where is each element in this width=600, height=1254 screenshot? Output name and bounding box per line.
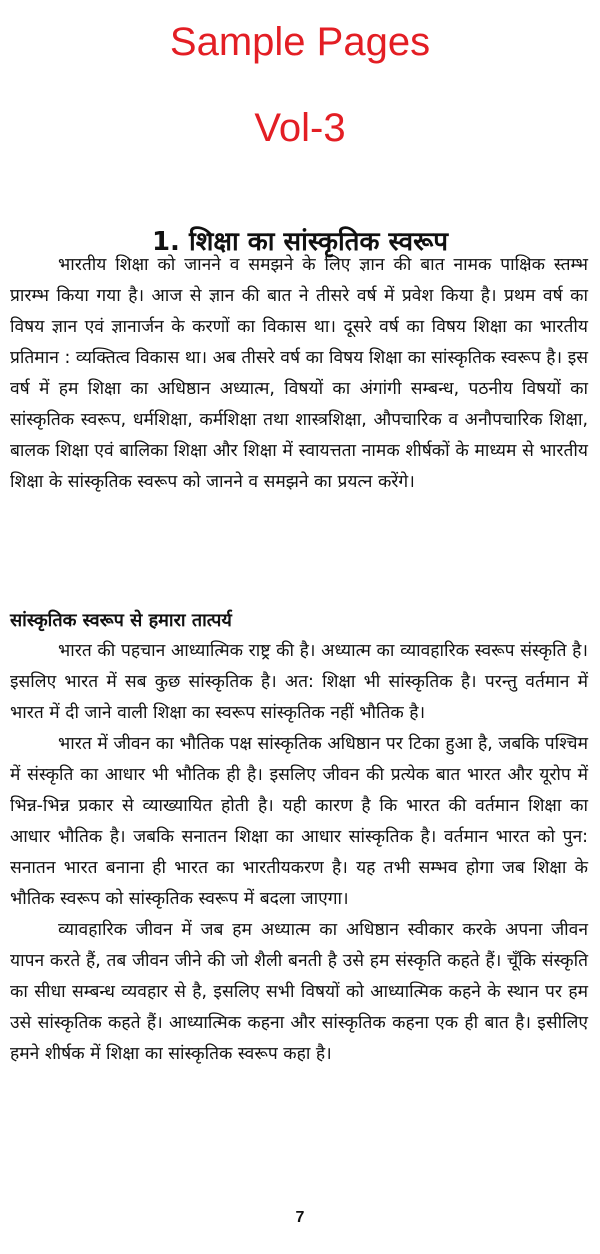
chapter-title: 1. शिक्षा का सांस्कृतिक स्वरूप: [151, 227, 449, 257]
section-heading: सांस्कृतिक स्वरूप से हमारा तात्पर्य: [10, 610, 232, 631]
volume-banner: Vol-3: [254, 106, 346, 150]
sample-pages-banner: Sample Pages: [169, 20, 431, 64]
section-paragraph-1: भारत की पहचान आध्यात्मिक राष्ट्र की है। अध्यात्म का व्यावहारिक स्वरूप संस्कृति है। इसलिए भारत में सब कुछ सांस्कृतिक है। अत: शिक्षा भी सांस्कृतिक है। परन्तु वर्तमान में भारत में दी जाने वाली शिक्षा का स्वरूप सांस्कृतिक नहीं भौतिक है।: [10, 641, 588, 723]
page-number: 7: [295, 1209, 305, 1226]
intro-text: [10, 250, 588, 498]
section-text: [10, 636, 588, 1070]
section-paragraph-3: व्यावहारिक जीवन में जब हम अध्यात्म का अधिष्ठान स्वीकार करके अपना जीवन यापन करते हैं, तब जीवन जीने की जो शैली बनती है उसे हम संस्कृति कहते हैं। चूँकि संस्कृति का सीधा सम्बन्ध व्यवहार से है, इसलिए सभी विषयों को आध्यात्मिक कहने के स्थान पर हम उसे सांस्कृतिक कहते हैं। आध्यात्मिक कहना और सांस्कृतिक कहना एक ही बात है। इसीलिए हमने शीर्षक में शिक्षा का सांस्कृतिक स्वरूप कहा है।: [10, 920, 588, 1064]
section-paragraph-2: भारत में जीवन का भौतिक पक्ष सांस्कृतिक अधिष्ठान पर टिका हुआ है, जबकि पश्चिम में संस्कृति का आधार भी भौतिक ही है। इसलिए जीवन की प्रत्येक बात भारत और यूरोप में भिन्न-भिन्न प्रकार से व्याख्यायित होती है। यही कारण है कि भारत की वर्तमान शिक्षा का आधार भौतिक है। जबकि सनातन शिक्षा का आधार सांस्कृतिक है। वर्तमान भारत को पुन: सनातन भारत बनाना ही भारत का भारतीयकरण है। यह तभी सम्भव होगा जब शिक्षा के भौतिक स्वरूप को सांस्कृतिक स्वरूप में बदला जाएगा।: [10, 734, 588, 909]
intro-paragraph: भारतीय शिक्षा को जानने व समझने के लिए ज्ञान की बात नामक पाक्षिक स्तम्भ प्रारम्भ किया गया है। आज से ज्ञान की बात ने तीसरे वर्ष में प्रवेश किया है। प्रथम वर्ष का विषय ज्ञान एवं ज्ञानार्जन के करणों का विकास था। दूसरे वर्ष का विषय शिक्षा का भारतीय प्रतिमान : व्यक्तित्व विकास था। अब तीसरे वर्ष का विषय शिक्षा का सांस्कृतिक स्वरूप है। इस वर्ष में हम शिक्षा का अधिष्ठान अध्यात्म, विषयों का अंगांगी सम्बन्ध, पठनीय विषयों का सांस्कृतिक स्वरूप, धर्मशिक्षा, कर्मशिक्षा तथा शास्त्रशिक्षा, औपचारिक व अनौपचारिक शिक्षा, बालक शिक्षा एवं बालिका शिक्षा और शिक्षा में स्वायत्तता नामक शीर्षकों के माध्यम से भारतीय शिक्षा के सांस्कृतिक स्वरूप को जानने व समझने का प्रयत्न करेंगे।: [10, 255, 588, 492]
